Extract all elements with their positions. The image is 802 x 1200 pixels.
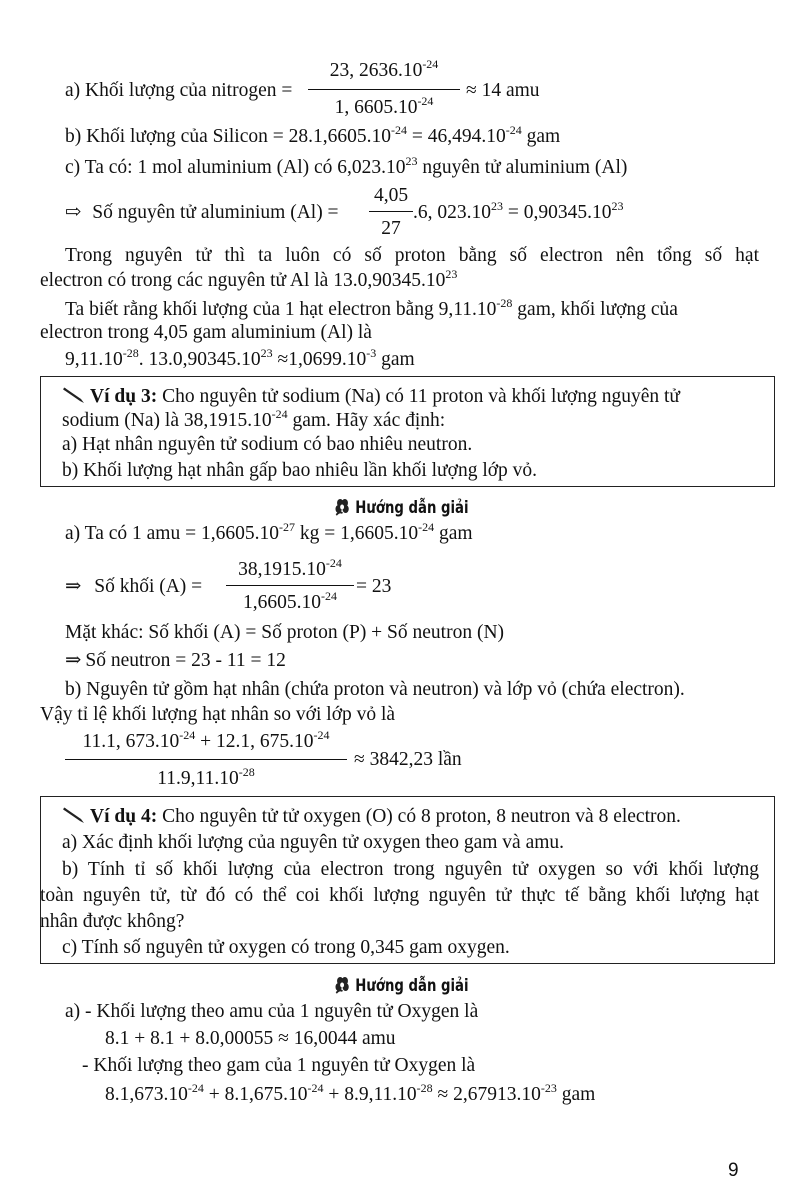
para1-line2: electron có trong các nguyên tử Al là 13.0,90345.10$^{23}$ [40,267,458,291]
example4-question-b-line3: nhân được không? [40,911,185,932]
solution3-ratio-result: ≈ 3842,23 lần [354,749,462,770]
solution3-mass-number-result: = 23 [356,576,392,597]
aluminium-atoms-result: .6, $023.10^{23} = 0,90345.10^{23}$ [413,199,624,223]
example4-question-b-line2: toàn nguyên tử, từ đó có thể coi khối lượng nguyên tử thực tế bằng khối lượng hạt [40,885,759,906]
example4-question-a: a) Xác định khối lượng của nguyên tử oxygen theo gam và amu. [62,832,565,853]
solution4-gram-heading: - Khối lượng theo gam của 1 nguyên tử Oxygen là [82,1055,476,1076]
example3-line2: sodium (Na) là $38,1915.10^{-24}$ gam. Hãy xác định: [62,407,446,431]
solution4-amu-value: 8.1 + 8.1 + 8.0,00055 ≈ 16,0044 amu [105,1028,396,1049]
pencil-icon [62,386,86,406]
flower-icon [333,975,352,995]
nitrogen-fraction: 23, $2636.10^{-24}$ 1, $6605.10^{-24}$ [308,56,460,120]
solution4-amu-heading: a) - Khối lượng theo amu của 1 nguyên tử Oxygen là [65,1001,479,1022]
aluminium-fraction: 4,05 27 [369,184,413,242]
implies-icon: ⇒ [65,576,82,597]
solution3-mass-number-fraction: $38,1915.10^{-24}$ $1,6605.10^{-24}$ [226,556,354,616]
solution3-b-line2: Vậy tỉ lệ khối lượng hạt nhân so với lớp vỏ là [40,704,396,725]
nitrogen-result: ≈ 14 amu [466,80,540,101]
solution3-heading: Hướng dẫn giải [88,497,714,517]
solution3-amu-line: a) Ta có 1 amu = $1,6605.10^{-27}$ kg = $1,6605.10^{-24}$ gam [65,520,473,544]
nitrogen-line: a) Khối lượng của nitrogen = [65,80,293,101]
silicon-line: b) Khối lượng của Silicon = $28.1,6605.10^{-24} = 46,494.10^{-24}$ gam [65,123,561,147]
example3-question-a: a) Hạt nhân nguyên tử sodium có bao nhiêu neutron. [62,434,473,455]
aluminium-atoms-line: ⇨ Số nguyên tử aluminium (Al) = [65,202,339,223]
example3-line1: Ví dụ 3: Cho nguyên tử sodium (Na) có 11 proton và khối lượng nguyên tử [62,386,680,407]
solution3-mass-number-definition: Mặt khác: Số khối (A) = Số proton (P) + Số neutron (N) [65,622,505,643]
arrow-icon: ⇨ [65,202,82,223]
solution4-heading: Hướng dẫn giải [88,975,714,995]
solution3-ratio-fraction: 11.1, $673.10^{-24} + 12.1$, $675.10^{-24}$ $11.9,11.10^{-28}$ [65,728,347,792]
solution3-neutron-line: ⇒ Số neutron = 23 - 11 = 12 [65,650,286,671]
solution3-mass-number-line: ⇒ Số khối (A) = [65,576,203,597]
flower-icon [333,497,352,517]
pencil-icon [62,806,86,826]
example3-question-b: b) Khối lượng hạt nhân gấp bao nhiêu lần khối lượng lớp vỏ. [62,460,538,481]
page-number: 9 [728,1160,739,1181]
para2-line3: $9,11.10^{-28}$. $13.0,90345.10^{23} \approx 1,0699.10^{-3}$ gam [65,346,415,370]
example4-question-c: c) Tính số nguyên tử oxygen có trong 0,345 gam oxygen. [62,937,510,958]
solution4-gram-value: $8.1,673.10^{-24} + 8.1,675.10^{-24} + 8.9,11.10^{-28} \approx 2,67913.10^{-23}$ gam [105,1081,596,1105]
solution3-b-line1: b) Nguyên tử gồm hạt nhân (chứa proton và neutron) và lớp vỏ (chứa electron). [65,679,685,700]
para2-line2: electron trong 4,05 gam aluminium (Al) là [40,322,372,343]
aluminium-mol-line: c) Ta có: 1 mol aluminium (Al) có 6,023.10$^{23}$ nguyên tử aluminium (Al) [65,154,628,178]
para2-line1: Ta biết rằng khối lượng của 1 hạt electron bằng $9,11.10^{-28}$ gam, khối lượng của [65,296,678,320]
para1-line1: Trong nguyên tử thì ta luôn có số proton bằng số electron nên tổng số hạt [65,245,759,266]
example4-line1: Ví dụ 4: Cho nguyên tử tử oxygen (O) có 8 proton, 8 neutron và 8 electron. [62,806,681,827]
example4-question-b-line1: b) Tính tỉ số khối lượng của electron trong nguyên tử oxygen so với khối lượng [62,859,759,880]
